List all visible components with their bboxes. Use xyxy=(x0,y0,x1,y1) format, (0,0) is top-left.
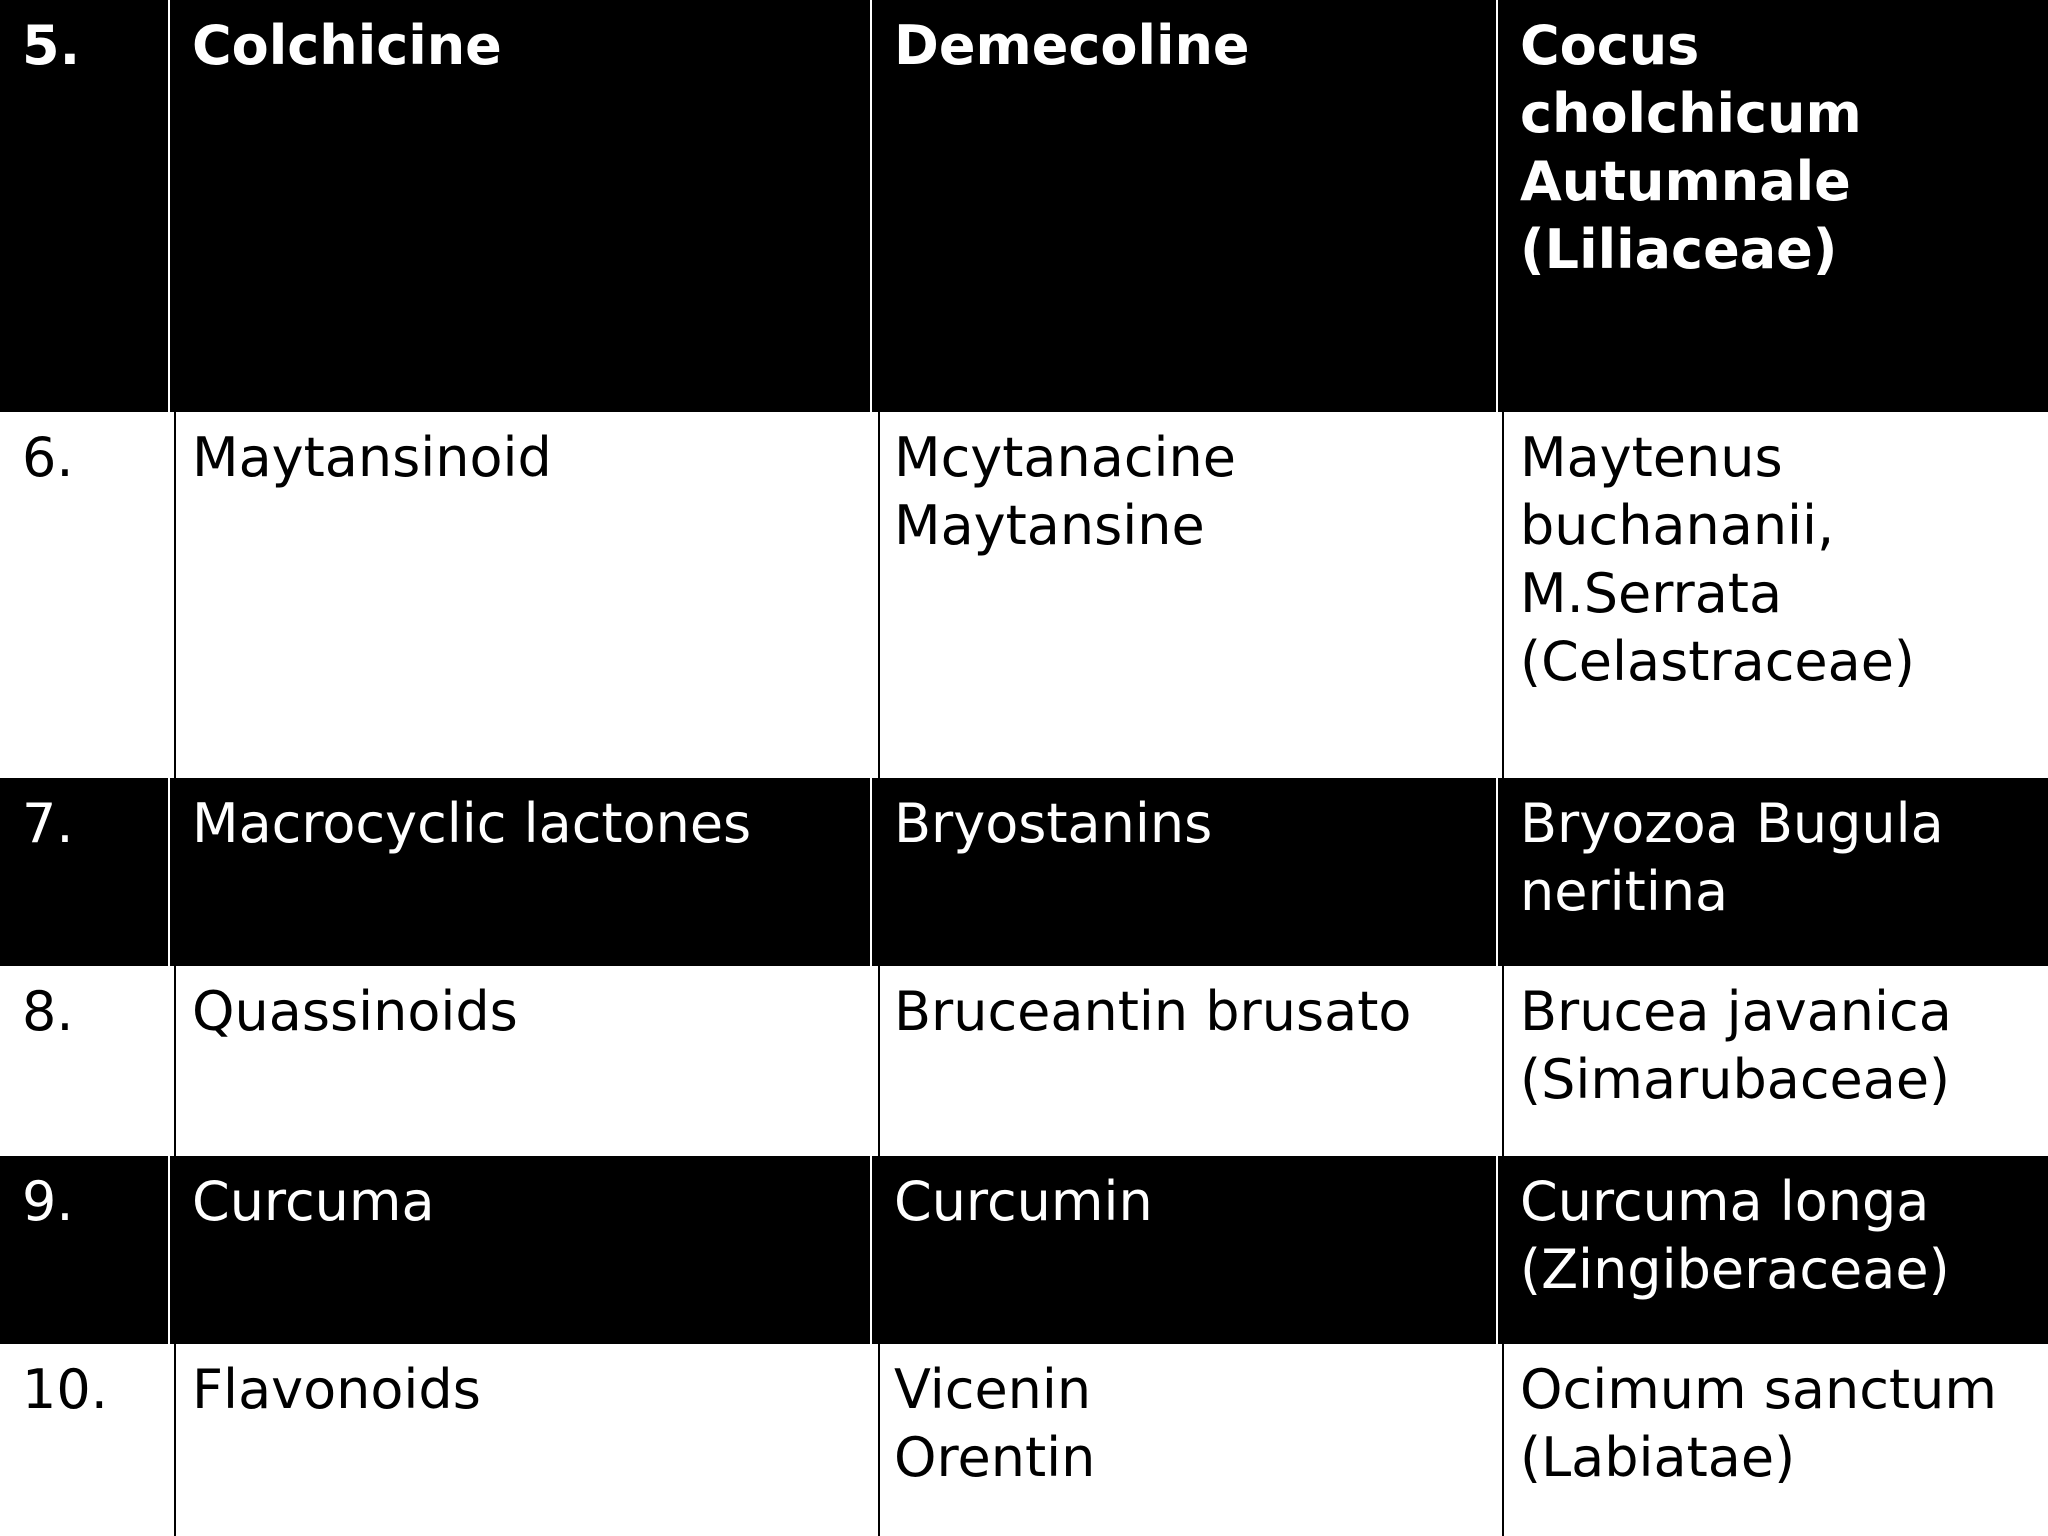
compound-class: Colchicine xyxy=(192,14,502,77)
compound-class: Macrocyclic lactones xyxy=(192,792,752,855)
derivative: Bryostanins xyxy=(894,792,1213,855)
plant-source: Bryozoa Bugula neritina xyxy=(1520,792,1944,923)
column-divider xyxy=(174,412,176,778)
plant-source: Maytenus buchananii, M.Serrata (Celastraceae) xyxy=(1520,426,1915,693)
column-divider xyxy=(1496,0,1498,412)
row-number: 9. xyxy=(22,1170,74,1233)
column-divider xyxy=(168,1156,170,1344)
column-divider xyxy=(1496,1156,1498,1344)
compound-class: Maytansinoid xyxy=(192,426,552,489)
plant-source: Ocimum sanctum (Labiatae) xyxy=(1520,1358,1997,1489)
table-row-10 xyxy=(0,1344,2048,1536)
row-number: 8. xyxy=(22,980,74,1043)
column-divider xyxy=(1502,1344,1504,1536)
plant-source: Brucea javanica (Simarubaceae) xyxy=(1520,980,1952,1111)
compound-class: Curcuma xyxy=(192,1170,435,1233)
table-row-9 xyxy=(0,1156,2048,1344)
column-divider xyxy=(174,966,176,1156)
column-divider xyxy=(1496,778,1498,966)
row-number: 10. xyxy=(22,1358,108,1421)
plant-source: Curcuma longa (Zingiberaceae) xyxy=(1520,1170,1950,1301)
column-divider xyxy=(174,1344,176,1536)
column-divider xyxy=(1502,412,1504,778)
table-row-5 xyxy=(0,0,2048,412)
column-divider xyxy=(878,412,880,778)
column-divider xyxy=(168,0,170,412)
derivative: Demecoline xyxy=(894,14,1250,77)
plant-source: Cocus cholchicum Autumnale (Liliaceae) xyxy=(1520,14,1862,281)
row-number: 6. xyxy=(22,426,74,489)
row-number: 5. xyxy=(22,14,81,77)
column-divider xyxy=(878,1344,880,1536)
compound-class: Flavonoids xyxy=(192,1358,481,1421)
column-divider xyxy=(168,778,170,966)
table-row-8 xyxy=(0,966,2048,1156)
derivative: Mcytanacine Maytansine xyxy=(894,426,1236,557)
derivative: Bruceantin brusato xyxy=(894,980,1412,1043)
column-divider xyxy=(1502,966,1504,1156)
column-divider xyxy=(878,966,880,1156)
derivative: Vicenin Orentin xyxy=(894,1358,1096,1489)
row-number: 7. xyxy=(22,792,74,855)
derivative: Curcumin xyxy=(894,1170,1153,1233)
table-row-6 xyxy=(0,412,2048,778)
table-row-7 xyxy=(0,778,2048,966)
compound-class: Quassinoids xyxy=(192,980,518,1043)
